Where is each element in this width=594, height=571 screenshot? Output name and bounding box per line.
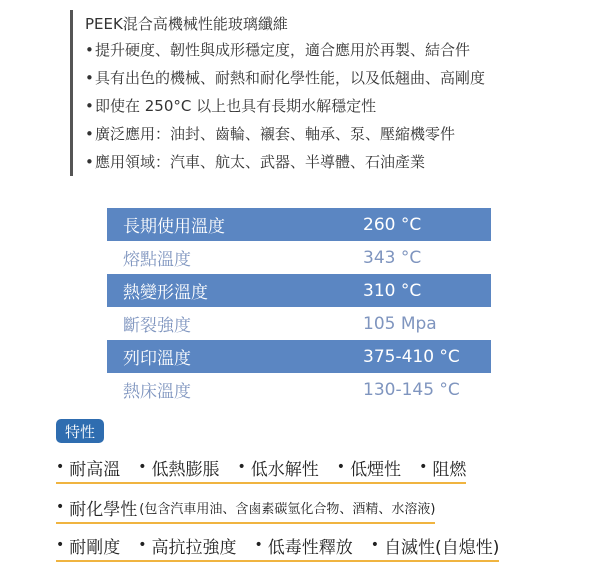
intro-bullet-text: 具有出色的機械、耐熱和耐化學性能，以及低翹曲、高剛度 (95, 69, 486, 87)
feature-item (138, 533, 236, 558)
features-line-1 (56, 452, 466, 484)
intro-bullet-list (85, 36, 550, 176)
intro-bullet-text: 廣泛應用：油封、齒輪、襯套、軸承、泵、壓縮機零件 (95, 125, 456, 143)
bullet-dot: • (370, 537, 380, 553)
spec-row (107, 340, 491, 373)
bullet-dot: • (85, 125, 94, 143)
feature-item (56, 495, 435, 520)
feature-text: 低煙性 (350, 459, 402, 480)
bullet-dot: • (56, 537, 65, 553)
intro-block (70, 10, 550, 176)
intro-bullet (85, 148, 550, 176)
bullet-dot: • (254, 537, 263, 553)
spec-value: 310 °C (363, 280, 422, 301)
bullet-dot: • (56, 499, 65, 515)
intro-bullet-text: 提升硬度、韌性與成形穩定度，適合應用於再製、結合件 (95, 41, 471, 59)
feature-item (138, 455, 219, 480)
features-line-2 (56, 492, 435, 524)
spec-table (107, 208, 491, 406)
bullet-dot: • (85, 41, 94, 59)
spec-row (107, 373, 491, 406)
feature-item (371, 533, 500, 558)
feature-text: 低毒性釋放 (267, 537, 353, 558)
feature-item (56, 533, 120, 558)
spec-label: 熱床溫度 (123, 382, 191, 402)
spec-value: 343 °C (363, 247, 422, 268)
spec-value: 130-145 °C (363, 379, 460, 400)
spec-row (107, 241, 491, 274)
spec-label: 斷裂強度 (123, 316, 191, 336)
features-badge: 特性 (56, 419, 104, 443)
spec-label: 長期使用溫度 (123, 217, 225, 237)
bullet-dot: • (85, 97, 94, 115)
spec-label: 熱變形溫度 (123, 283, 208, 303)
feature-text: 低熱膨脹 (151, 459, 220, 480)
features-line-3 (56, 530, 499, 562)
spec-row (107, 274, 491, 307)
intro-bullet-text: 應用領域：汽車、航太、武器、半導體、石油產業 (95, 153, 426, 171)
feature-item (238, 455, 319, 480)
feature-note: (包含汽車用油、含鹵素碳氫化合物、酒精、水溶液) (139, 501, 436, 517)
bullet-dot: • (336, 459, 346, 475)
intro-bullet (85, 36, 550, 64)
feature-text: 耐高溫 (69, 459, 121, 480)
bullet-dot: • (237, 459, 246, 475)
intro-bullet (85, 92, 550, 120)
feature-item (56, 455, 120, 480)
intro-bullet (85, 120, 550, 148)
spec-row (107, 307, 491, 340)
feature-text: 低水解性 (250, 459, 319, 480)
feature-item (337, 455, 401, 480)
feature-item (255, 533, 353, 558)
bullet-dot: • (138, 459, 147, 475)
feature-text: 耐剛度 (69, 537, 121, 558)
intro-heading: PEEK混合高機械性能玻璃纖維 (85, 15, 288, 33)
spec-row (107, 208, 491, 241)
spec-value: 105 Mpa (363, 313, 437, 334)
bullet-dot: • (56, 459, 65, 475)
spec-value: 260 °C (363, 214, 422, 235)
bullet-dot: • (419, 459, 428, 475)
spec-label: 列印溫度 (123, 349, 191, 369)
feature-item (419, 455, 466, 480)
bullet-dot: • (85, 153, 94, 171)
intro-bullet (85, 64, 550, 92)
feature-text: 阻燃 (432, 459, 467, 480)
feature-text: 耐化學性 (69, 499, 138, 520)
feature-text: 自滅性(自熄性) (384, 537, 500, 558)
spec-value: 375-410 °C (363, 346, 460, 367)
bullet-dot: • (85, 69, 94, 87)
spec-label: 熔點溫度 (123, 250, 191, 270)
intro-bullet-text: 即使在 250°C 以上也具有長期水解穩定性 (95, 97, 377, 115)
feature-text: 高抗拉強度 (151, 537, 237, 558)
bullet-dot: • (138, 537, 147, 553)
